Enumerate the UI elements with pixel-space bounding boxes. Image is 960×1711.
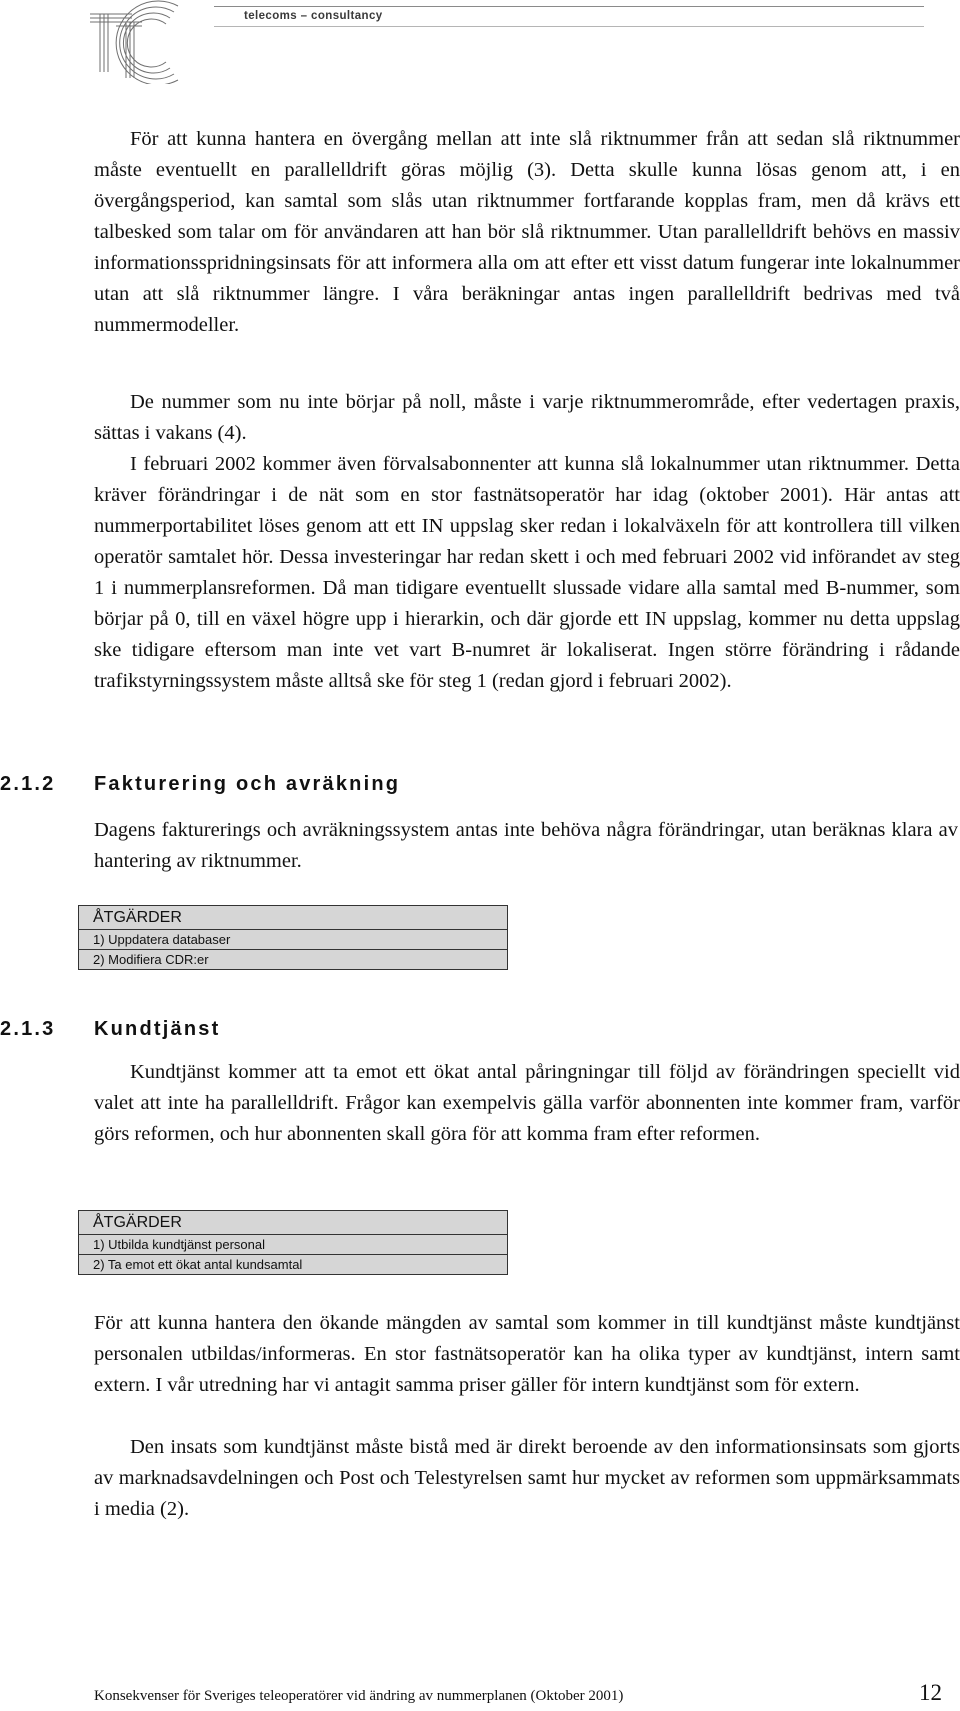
body-paragraph: Kundtjänst kommer att ta emot ett ökat antal påringningar till följd av förändringen speciellt vid valet att inte ha parallelldrift. Frågor kan exempelvis gälla varför abonnenten inte kommer fram, varför görs reformen, och hur abonnenten skall göra för att komma fram efter reformen.	[94, 1061, 960, 1145]
action-item: 1) Uppdatera databaser	[93, 932, 231, 947]
header-rule	[214, 26, 924, 27]
action-item: 1) Utbilda kundtjänst personal	[93, 1237, 265, 1252]
actions-box	[78, 905, 508, 970]
body-paragraph: I februari 2002 kommer även förvalsabonnenter att kunna slå lokalnummer utan riktnummer. Detta kräver förändringar i de nät som en stor fastnätsoperatör har idag (oktober 2001). Här antas att nummerportabilitet löses genom att ett IN uppslag sker redan i lokalväxeln för att kontrollera till vilken operatör samtalet hör. Dessa investeringar har redan skett i och med februari 2002 vid införandet av steg 1 i nummerplansreformen. Då man tidigare eventuellt slussade vidare alla samtal med B-nummer, som börjar på 0, till en växel högre upp i hierarkin, och där gjorde ett IN uppslag, kommer nu detta uppslag ske tidigare eftersom man inte vet vart B-numret är lokaliserat. Ingen större förändring i rådande trafikstyrningssystem måste alltså ske för steg 1 (redan gjord i februari 2002).	[94, 453, 960, 692]
actions-box	[78, 1210, 508, 1275]
section-heading	[0, 1018, 220, 1041]
section-number: 2.1.3	[0, 1018, 56, 1040]
section-title: Fakturering och avräkning	[94, 773, 401, 795]
page-number: 12	[919, 1680, 942, 1705]
body-paragraph: För att kunna hantera den ökande mängden av samtal som kommer in till kundtjänst måste kundtjänst personalen utbildas/informeras. En stor fastnätsoperatör kan ha olika typer av kundtjänst, intern samt extern. I vår utredning har vi antagit samma priser gäller för intern kundtjänst som för extern.	[94, 1312, 960, 1396]
page-header	[0, 0, 960, 90]
action-item: 2) Modifiera CDR:er	[79, 949, 507, 969]
section-heading	[0, 773, 400, 796]
actions-heading: ÅTGÄRDER	[79, 1211, 507, 1235]
header-rule	[214, 6, 924, 7]
body-paragraph: Den insats som kundtjänst måste bistå med är direkt beroende av den informationsinsats som gjorts av marknadsavdelningen och Post och Telestyrelsen samt hur mycket av reformen som uppmärksammats i media (2).	[94, 1436, 960, 1520]
body-paragraph: För att kunna hantera en övergång mellan att inte slå riktnummer från att sedan slå riktnummer måste eventuellt en parallelldrift göras möjlig (3). Detta skulle kunna lösas genom att, i en övergångsperiod, kan samtal som slås utan riktnummer fortfarande kopplas fram, men då krävs ett talbesked som talar om för användaren att han bör slå riktnummer. Utan parallelldrift behövs en massiv informationsspridningsinsats för att informera alla om att efter ett visst datum fungerar inte lokalnummer utan att slå riktnummer längre. I våra beräkningar antas ingen parallelldrift bedrivas med två nummermodeller.	[94, 128, 960, 336]
footer-text: Konsekvenser för Sveriges teleoperatörer vid ändring av nummerplanen (Oktober 2001)	[94, 1688, 624, 1704]
action-item: 2) Ta emot ett ökat antal kundsamtal	[79, 1254, 507, 1274]
brand-tagline: telecoms – consultancy	[244, 10, 383, 22]
section-title: Kundtjänst	[94, 1018, 221, 1040]
body-paragraph: Dagens fakturerings och avräkningssystem antas inte behöva några förändringar, utan beräknas klara av hantering av riktnummer.	[94, 819, 958, 872]
section-number: 2.1.2	[0, 773, 56, 795]
body-paragraph: De nummer som nu inte börjar på noll, måste i varje riktnummerområde, efter vedertagen praxis, sättas i vakans (4).	[94, 391, 960, 444]
actions-heading: ÅTGÄRDER	[79, 906, 507, 930]
company-logo	[86, 0, 186, 84]
